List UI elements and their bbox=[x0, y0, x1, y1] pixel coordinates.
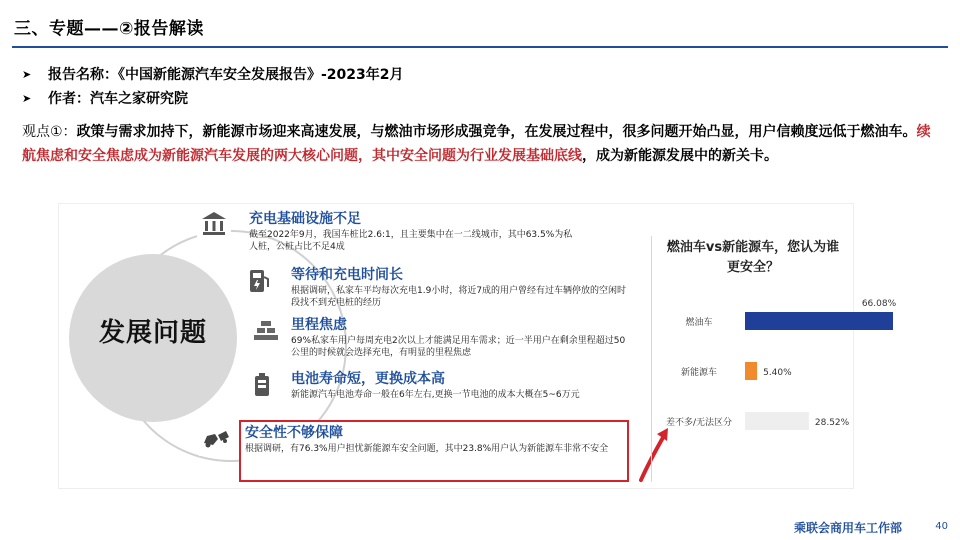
issue-description: 根据调研，有76.3%用户担忧新能源车安全问题，其中23.8%用户认为新能源车非常不安全 bbox=[245, 444, 609, 454]
issue-title: 等待和充电时间长 bbox=[291, 267, 403, 283]
report-name-text: 报告名称：《中国新能源汽车安全发展报告》-2023年2月 bbox=[48, 67, 404, 83]
issue-title: 安全性不够保障 bbox=[245, 425, 343, 441]
issue-description: 69%私家车用户每周充电2次以上才能满足用车需求；近一半用户在剩余里程超过50公里的时候就会选择充电，有明显的里程焦虑 bbox=[291, 336, 626, 358]
title-divider bbox=[12, 46, 948, 48]
arrow-bullet-icon: ➤ bbox=[22, 67, 32, 81]
bar bbox=[745, 312, 893, 330]
report-figure bbox=[58, 203, 897, 489]
issue-item bbox=[291, 316, 631, 359]
issue-item bbox=[291, 370, 631, 401]
viewpoint-highlight: 续航焦虑和安全焦虑成为新能源汽车发展的两大核心问题，其中安全问题为行业发展基础底线 bbox=[22, 124, 931, 164]
report-author-bullet bbox=[22, 86, 404, 110]
page-title: 三、专题——②报告解读 bbox=[14, 19, 204, 39]
stacked-bars-icon bbox=[249, 314, 283, 348]
battery-icon bbox=[245, 368, 279, 402]
category-label: 差不多/无法区分 bbox=[665, 418, 733, 428]
viewpoint-text: 政策与需求加持下，新能源市场迎来高速发展，与燃油市场形成强竞争，在发展过程中，很多问题开始凸显，用户信赖度远低于燃油车。 bbox=[76, 124, 917, 140]
issue-title: 充电基础设施不足 bbox=[249, 211, 361, 227]
title-bar bbox=[0, 0, 960, 50]
car-crash-icon bbox=[199, 422, 233, 456]
issue-item bbox=[291, 266, 631, 309]
value-label: 66.08% bbox=[861, 299, 897, 309]
chart-divider bbox=[651, 236, 652, 482]
bank-icon bbox=[197, 206, 231, 240]
issue-item bbox=[245, 424, 623, 455]
page-number: 40 bbox=[935, 521, 948, 532]
viewpoint-label: 观点①： bbox=[22, 124, 77, 140]
bar bbox=[745, 412, 809, 430]
report-name-bullet bbox=[22, 62, 404, 86]
category-label: 燃油车 bbox=[685, 318, 713, 328]
issue-description: 截至2022年9月，我国车桩比2.6:1，且主要集中在一二线城市，其中63.5%为私人桩，公桩占比不足4成 bbox=[249, 230, 573, 252]
arrow-bullet-icon: ➤ bbox=[22, 91, 32, 105]
center-label: 发展问题 bbox=[98, 318, 207, 348]
issue-title: 里程焦虑 bbox=[291, 317, 347, 333]
issue-item bbox=[249, 210, 579, 253]
issue-description: 根据调研，私家车平均每次充电1.9小时，将近7成的用户曾经有过车辆停放的空闲时段找不到充电桩的经历 bbox=[291, 286, 627, 308]
safety-bar-chart bbox=[655, 284, 897, 444]
issue-title: 电池寿命短，更换成本高 bbox=[291, 371, 445, 387]
bar bbox=[745, 362, 757, 380]
footer-org: 乘联会商用车工作部 bbox=[793, 521, 902, 535]
viewpoint-text-end: ，成为新能源发展中的新关卡。 bbox=[582, 148, 778, 164]
report-author-text: 作者：汽车之家研究院 bbox=[48, 91, 188, 107]
viewpoint-paragraph bbox=[22, 120, 942, 168]
report-info-list bbox=[22, 62, 404, 110]
category-label: 新能源车 bbox=[680, 368, 718, 378]
value-label: 28.52% bbox=[814, 418, 850, 428]
chart-title: 燃油车vs新能源车，您认为谁更安全？ bbox=[666, 240, 840, 275]
value-label: 5.40% bbox=[763, 368, 792, 378]
charging-pile-icon bbox=[241, 264, 275, 298]
issue-description: 新能源汽车电池寿命一般在6年左右,更换一节电池的成本大概在5~6万元 bbox=[291, 390, 580, 400]
